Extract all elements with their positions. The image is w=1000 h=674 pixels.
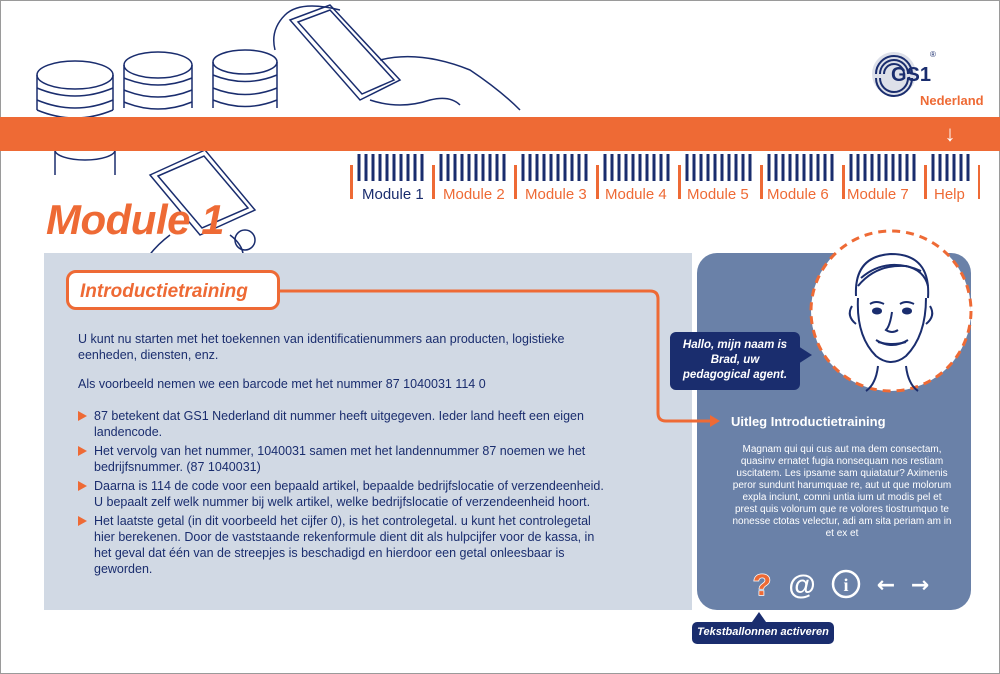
orange-header-bar (0, 117, 1000, 151)
help-tooltip (692, 622, 834, 644)
coin-stack-1 (37, 61, 113, 118)
bullet-arrow-icon (78, 481, 87, 491)
contact-at-icon[interactable] (786, 568, 818, 600)
svg-text:←: ← (876, 573, 896, 598)
tab-help[interactable]: Help (934, 186, 965, 203)
agent-panel-heading: Uitleg Introductietraining (731, 414, 886, 429)
help-question-icon[interactable] (746, 568, 778, 600)
intro-text (78, 331, 598, 405)
bullet-arrow-icon (78, 516, 87, 526)
tab-module-4[interactable]: Module 4 (605, 186, 667, 203)
agent-speech-text: Hallo, mijn naam is Brad, uw pedagogical agent. (682, 339, 788, 381)
scroll-down-icon[interactable]: ↓ (944, 121, 956, 146)
svg-text:i: i (843, 575, 849, 595)
previous-arrow-icon[interactable] (870, 568, 902, 600)
svg-text:?: ? (752, 569, 772, 600)
bullet-arrow-icon (78, 411, 87, 421)
page-title: Module 1 (46, 196, 225, 243)
agent-speech-bubble (670, 332, 800, 390)
list-item: 87 betekent dat GS1 Nederland dit nummer heeft uitgegeven. Ieder land heeft een eigen landencode. (78, 408, 608, 440)
phone-top (274, 5, 520, 110)
tab-module-2[interactable]: Module 2 (443, 186, 505, 203)
intro-paragraph: U kunt nu starten met het toekennen van identificatienummers aan producten, logistieke eenheden, diensten, enz. (78, 332, 565, 362)
coin-stack-3 (213, 50, 277, 108)
registered-mark: ® (930, 50, 936, 59)
svg-text:→: → (910, 573, 930, 598)
gs1-logo-subtitle: Nederland (920, 93, 984, 108)
coin-stack-2 (124, 52, 192, 109)
bullet-list (78, 408, 608, 580)
info-icon[interactable] (830, 568, 862, 600)
speech-bubble-tail (798, 346, 812, 364)
tooltip-tail (752, 612, 766, 622)
list-item: Daarna is 114 de code voor een bepaald artikel, bepaalde bedrijfslocatie of verzendeenheid. U bepaalt zelf welk nummer bij welk artikel, welke bedrijfslocatie of verzendeenheid hoort. (78, 478, 608, 510)
tab-module-6[interactable]: Module 6 (767, 186, 829, 203)
list-item: Het laatste getal (in dit voorbeeld het cijfer 0), is het controlegetal. u kunt het controlegetal hier berekenen. Door de vaststaande rekenformule dient dit als hulpcijfer voor de kassa, in het geval dat één van de streepjes is beschadigd en hierdoor een getal onleesbaar is geworden. (78, 513, 608, 577)
tab-module-3[interactable]: Module 3 (525, 186, 587, 203)
tab-module-7[interactable]: Module 7 (847, 186, 909, 203)
agent-avatar (806, 226, 976, 396)
help-tooltip-text: Tekstballonnen activeren (697, 626, 829, 638)
tab-module-1[interactable]: Module 1 (362, 186, 424, 203)
tab-module-5[interactable]: Module 5 (687, 186, 749, 203)
list-item: Het vervolg van het nummer, 1040031 samen met het landennummer 87 noemen we het bedrijfsnummer. (87 1040031) (78, 443, 608, 475)
section-title-box (66, 270, 280, 310)
example-paragraph: Als voorbeeld nemen we een barcode met het nummer 87 1040031 114 0 (78, 377, 486, 391)
svg-text:@: @ (788, 569, 816, 600)
agent-panel-text: Magnam qui qui cus aut ma dem consectam, quasinv ernatet fugia nonsequam nos restiam uscitatem. Les ipsame sam quiatatur? Aximenis peror sundunt harumquae re, aut ut que molorum expla inciunt, comni untia ium ut modis pel et prest quis volorum que re volores tiostrumquo te nonesse ctotas velectur, adi am sita periam am in et ex et (732, 444, 952, 539)
next-arrow-icon[interactable] (904, 568, 936, 600)
bullet-arrow-icon (78, 446, 87, 456)
gs1-logo-text: GS1 (891, 64, 932, 86)
section-title: Introductietraining (80, 281, 248, 302)
